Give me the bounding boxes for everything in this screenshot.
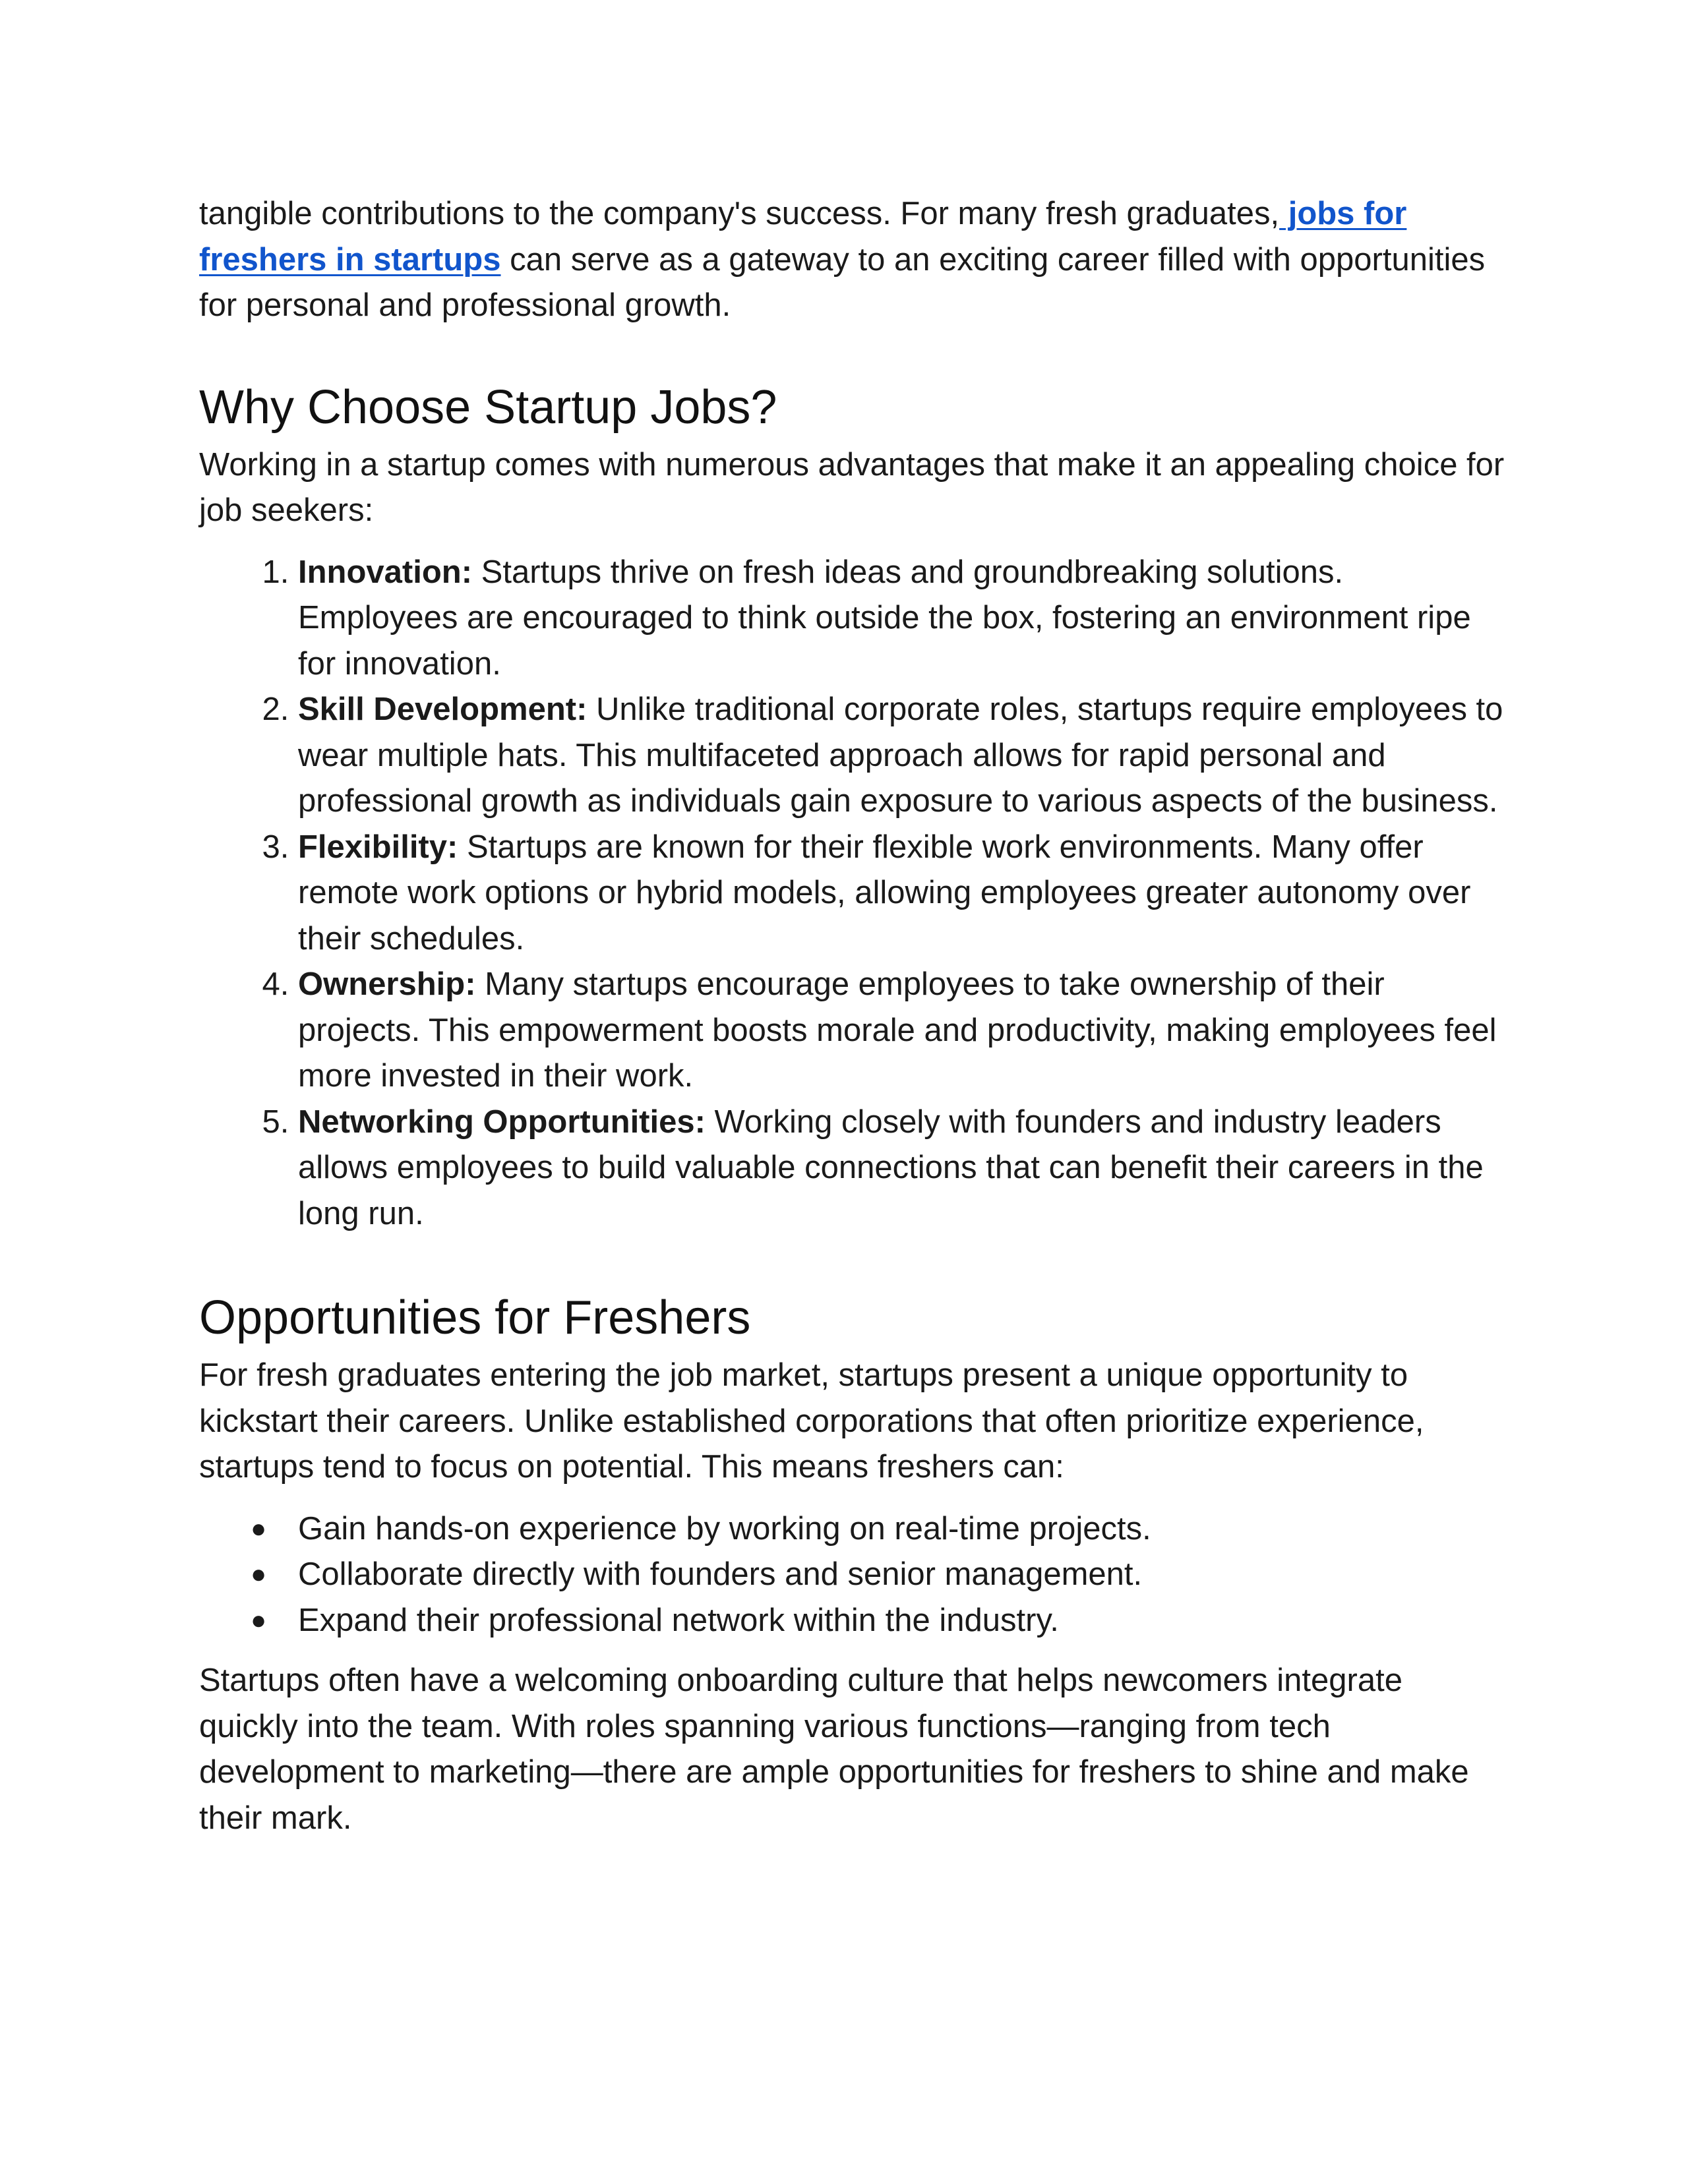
list-item [251,1552,1505,1598]
list-item-text: Gain hands-on experience by working on real-time projects. [298,1510,1151,1547]
intro-text-after: can serve as a gateway to an exciting career filled with opportunities for personal and professional growth. [199,241,1486,323]
list-item-text: Expand their professional network within the industry. [298,1602,1059,1638]
list-item [298,1100,1505,1237]
list-item-text: Startups thrive on fresh ideas and groundbreaking solutions. Employees are encouraged to think outside the box, fostering an environment ripe for innovation. [298,554,1471,682]
freshers-bullet-list [199,1506,1505,1644]
document-content [199,191,1505,1841]
list-item [298,962,1505,1100]
heading-opportunities-for-freshers: Opportunities for Freshers [199,1291,751,1344]
opp-intro-paragraph: For fresh graduates entering the job market, startups present a unique opportunity to kickstart their careers. Unlike established corporations that often prioritize experience, startups tend to focus on potential. This means freshers can: [199,1357,1424,1485]
closing-paragraph: Startups often have a welcoming onboarding culture that helps newcomers integrate quickly into the team. With roles spanning various functions—ranging from tech development to marketing—there are ample opportunities for freshers to shine and make their mark. [199,1663,1469,1836]
list-item-text: Many startups encourage employees to take ownership of their projects. This empowerment boosts morale and productivity, making employees feel more invested in their work. [298,966,1497,1094]
heading-why-choose-startup-jobs: Why Choose Startup Jobs? [199,380,777,434]
list-item [298,687,1505,825]
list-item [251,1506,1505,1552]
list-item [298,825,1505,962]
list-item-text: Unlike traditional corporate roles, startups require employees to wear multiple hats. This multifaceted approach allows for rapid personal and professional growth as individuals gain exposure to various aspects of the business. [298,692,1503,819]
bullet-icon: ● [251,1514,267,1543]
intro-paragraph [199,191,1505,329]
list-item [251,1598,1505,1644]
list-item-term: Innovation: [298,554,473,590]
why-intro-paragraph: Working in a startup comes with numerous advantages that make it an appealing choice for job seekers: [199,446,1505,528]
bullet-icon: ● [251,1605,267,1635]
list-item-text: Working closely with founders and industry leaders allows employees to build valuable connections that can benefit their careers in the long run. [298,1104,1484,1231]
list-item-text: Startups are known for their flexible work environments. Many offer remote work options or hybrid models, allowing employees greater autonomy over their schedules. [298,829,1471,957]
intro-text-before: tangible contributions to the company's success. For many fresh graduates, [199,196,1280,231]
list-item-term: Skill Development: [298,692,588,727]
list-item-term: Ownership: [298,966,476,1002]
list-item-term: Networking Opportunities: [298,1104,706,1140]
bullet-icon: ● [251,1560,267,1589]
list-item-term: Flexibility: [298,829,458,865]
list-item-text: Collaborate directly with founders and senior management. [298,1556,1143,1592]
list-item [298,550,1505,688]
jobs-for-freshers-link[interactable]: jobs for freshers in startups [199,196,1407,278]
advantages-list [199,550,1505,1237]
